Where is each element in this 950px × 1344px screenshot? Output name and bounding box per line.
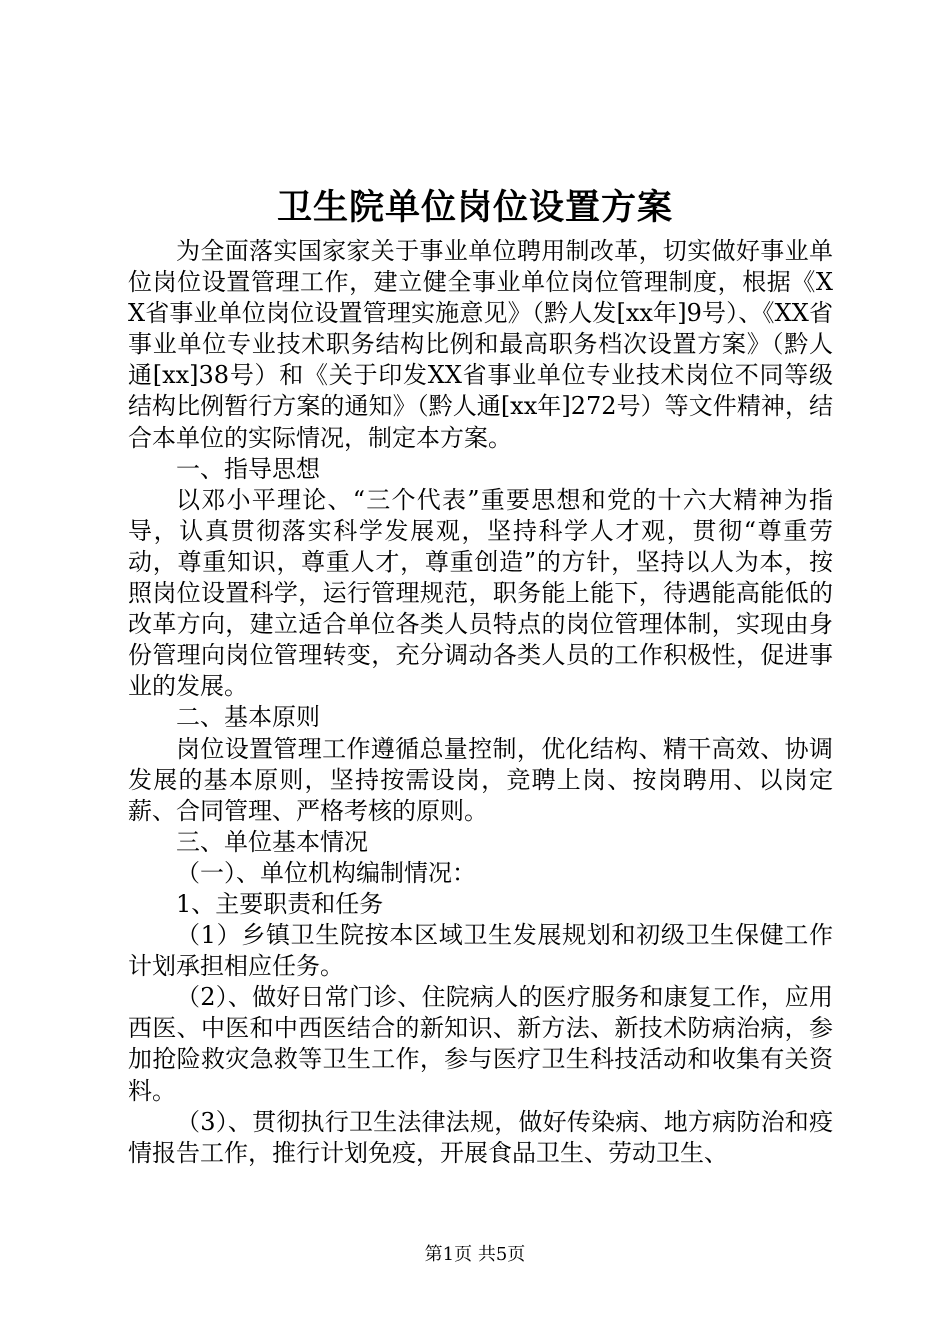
intro-paragraph: 为全面落实国家家关于事业单位聘用制改革，切实做好事业单位岗位设置管理工作，建立健全事业单位岗位管理制度，根据《XX省事业单位岗位设置管理实施意见》（黔人发[xx年]9号）、《XX省事业单位专业技术职务结构比例和最高职务档次设置方案》（黔人通[xx]38号）和《关于印发XX省事业单位专业技术岗位不同等级结构比例暂行方案的通知》（黔人通[xx年]272号）等文件精神，结合本单位的实际情况，制定本方案。 (128, 237, 833, 452)
duty-item-2: （2）、做好日常门诊、住院病人的医疗服务和康复工作，应用西医、中医和中西医结合的新知识、新方法、新技术防病治病，参加抢险救灾急救等卫生工作，参与医疗卫生科技活动和收集有关资料。 (128, 983, 833, 1105)
section-heading-unit-overview: 三、单位基本情况 (176, 827, 368, 856)
document-body (128, 236, 833, 1169)
page-footer: 第1页 共5页 (424, 1244, 526, 1265)
basic-principles-paragraph: 岗位设置管理工作遵循总量控制，优化结构、精干高效、协调发展的基本原则，坚持按需设岗，竞聘上岗、按岗聘用、以岗定薪、合同管理、严格考核的原则。 (128, 734, 833, 825)
duty-item-1: （1）乡镇卫生院按本区域卫生发展规划和初级卫生保健工作计划承担相应任务。 (128, 921, 833, 981)
duty-item-3: （3）、贯彻执行卫生法律法规，做好传染病、地方病防治和疫情报告工作，推行计划免疫，开展食品卫生、劳动卫生、 (128, 1107, 833, 1167)
subsection-heading-staffing: （一）、单位机构编制情况： (176, 858, 476, 887)
section-heading-guiding-ideology: 一、指导思想 (176, 454, 320, 483)
section-heading-basic-principles: 二、基本原则 (176, 703, 320, 732)
document-title: 卫生院单位岗位设置方案 (276, 187, 673, 228)
guiding-ideology-paragraph: 以邓小平理论、“三个代表”重要思想和党的十六大精神为指导，认真贯彻落实科学发展观，坚持科学人才观，贯彻“尊重劳动，尊重知识，尊重人才，尊重创造”的方针，坚持以人为本，按照岗位设置科学，运行管理规范，职务能上能下，待遇能高能低的改革方向，建立适合单位各类人员特点的岗位管理体制，实现由身份管理向岗位管理转变，充分调动各类人员的工作积极性，促进事业的发展。 (128, 485, 833, 701)
subsection-heading-duties: 1、主要职责和任务 (176, 889, 384, 918)
